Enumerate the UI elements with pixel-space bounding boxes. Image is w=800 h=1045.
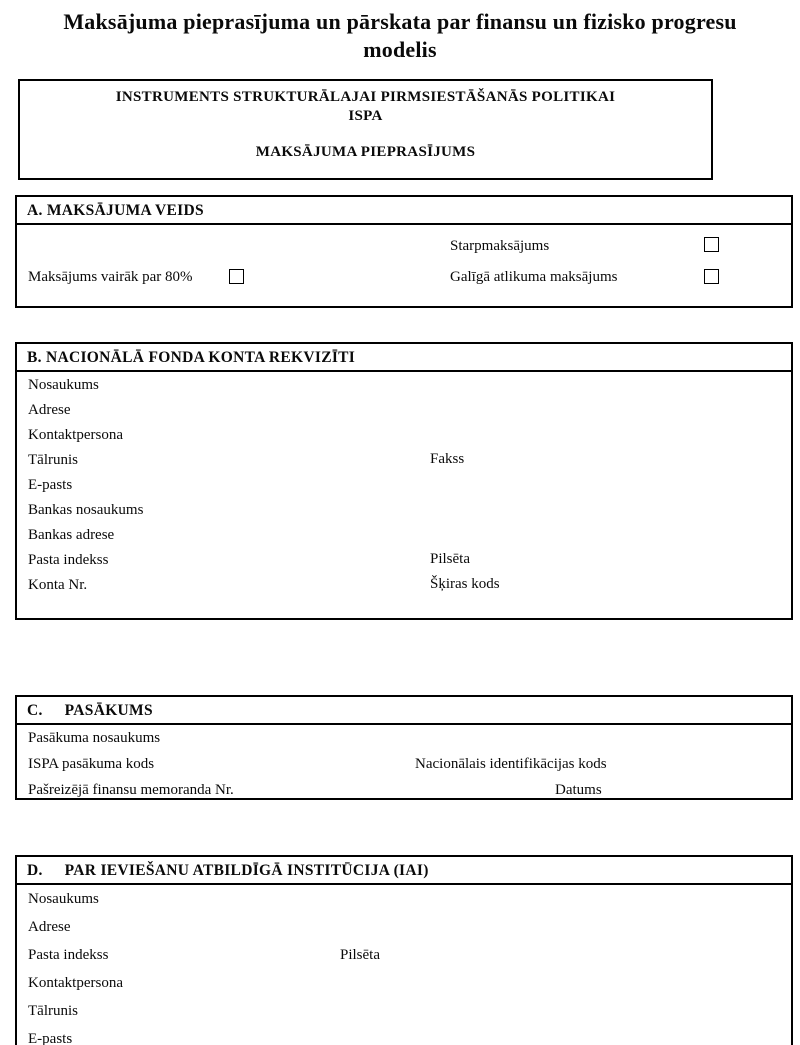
label-d-adrese: Adrese: [28, 918, 71, 935]
section-d-heading: [17, 857, 791, 885]
section-d-title: PAR IEVIEŠANU ATBILDĪGĀ INSTITŪCIJA (IAI): [64, 861, 429, 879]
field-row-postal-city: [17, 547, 791, 572]
program-name: INSTRUMENTS STRUKTURĀLAJAI PIRMSIESTĀŠANĀS POLITIKAI: [115, 89, 616, 106]
label-d-epasts: E-pasts: [28, 1030, 73, 1045]
field-row-account-sortcode: [17, 572, 791, 597]
field-row-measure-name: [17, 725, 791, 751]
label-d-kontaktpersona: Kontaktpersona: [28, 974, 123, 991]
field-row-contact: [17, 422, 791, 447]
section-a-payment-type: [15, 195, 793, 308]
checkbox-galiga-atlikuma-maksajums[interactable]: [704, 269, 719, 284]
label-b-epasts: E-pasts: [28, 476, 73, 493]
label-c-pasakuma-nosaukums: Pasākuma nosaukums: [28, 729, 161, 746]
field-row-phone: [17, 997, 791, 1025]
field-row-ispa-code: [17, 751, 791, 777]
field-row-address: [17, 397, 791, 422]
title-line-2: modelis: [363, 37, 437, 63]
section-c-fields: [17, 725, 791, 803]
label-b-bankas-nosaukums: Bankas nosaukums: [28, 501, 144, 518]
checkbox-starpmaksajums[interactable]: [704, 237, 719, 252]
section-b-heading: B. NACIONĀLĀ FONDA KONTA REKVIZĪTI: [17, 344, 791, 372]
field-row-email: [17, 1025, 791, 1045]
label-galiga-atlikuma-maksajums: Galīgā atlikuma maksājums: [450, 268, 618, 285]
label-starpmaksajums: Starpmaksājums: [450, 237, 550, 254]
label-b-talrunis: Tālrunis: [28, 451, 78, 468]
section-d-implementing-institution: [15, 855, 793, 1045]
label-b-pilseta: Pilsēta: [430, 550, 470, 567]
label-c-datums: Datums: [555, 781, 602, 798]
title-line-1: Maksājuma pieprasījuma un pārskata par finansu un fizisko progresu: [63, 9, 737, 34]
label-b-kontaktpersona: Kontaktpersona: [28, 426, 123, 443]
label-b-bankas-adrese: Bankas adrese: [28, 526, 115, 543]
section-b-fields: [17, 372, 791, 597]
field-row-memorandum: [17, 777, 791, 803]
section-c-title: PASĀKUMS: [64, 701, 153, 719]
document-title: [0, 0, 800, 64]
label-b-nosaukums: Nosaukums: [28, 376, 99, 393]
section-d-letter: D.: [27, 861, 43, 879]
section-a-content: [17, 225, 791, 309]
field-row-bank-name: [17, 497, 791, 522]
label-c-nacionalais-identifikacijas-kods: Nacionālais identifikācijas kods: [415, 755, 607, 772]
label-c-finansu-memoranda-nr: Pašreizējā finansu memoranda Nr.: [28, 781, 234, 798]
checkbox-maksajums-vairak-80[interactable]: [229, 269, 244, 284]
label-b-konta-nr: Konta Nr.: [28, 576, 88, 593]
section-a-heading: A. MAKSĀJUMA VEIDS: [17, 197, 791, 225]
field-row-bank-address: [17, 522, 791, 547]
ispa-header-box: [18, 79, 713, 179]
form-title: MAKSĀJUMA PIEPRASĪJUMS: [255, 143, 476, 160]
label-d-talrunis: Tālrunis: [28, 1002, 78, 1019]
section-c-letter: C.: [27, 701, 43, 719]
label-b-skiras-kods: Šķiras kods: [430, 575, 500, 592]
field-row-name: [17, 372, 791, 397]
label-maksajums-vairak-80: Maksājums vairāk par 80%: [28, 268, 193, 285]
label-b-fakss: Fakss: [430, 450, 465, 467]
field-row-contact: [17, 969, 791, 997]
section-b-national-fund-account: [15, 342, 793, 620]
section-c-heading: [17, 697, 791, 725]
field-row-postal-city: [17, 941, 791, 969]
field-row-phone-fax: [17, 447, 791, 472]
label-d-nosaukums: Nosaukums: [28, 890, 99, 907]
label-b-pasta-indekss: Pasta indekss: [28, 551, 109, 568]
section-c-measure: [15, 695, 793, 800]
program-abbreviation: ISPA: [348, 108, 383, 125]
section-d-fields: [17, 885, 791, 1045]
label-d-pasta-indekss: Pasta indekss: [28, 946, 109, 963]
field-row-email: [17, 472, 791, 497]
label-b-adrese: Adrese: [28, 401, 71, 418]
label-c-ispa-pasakuma-kods: ISPA pasākuma kods: [28, 755, 155, 772]
field-row-name: [17, 885, 791, 913]
label-d-pilseta: Pilsēta: [340, 946, 380, 963]
field-row-address: [17, 913, 791, 941]
